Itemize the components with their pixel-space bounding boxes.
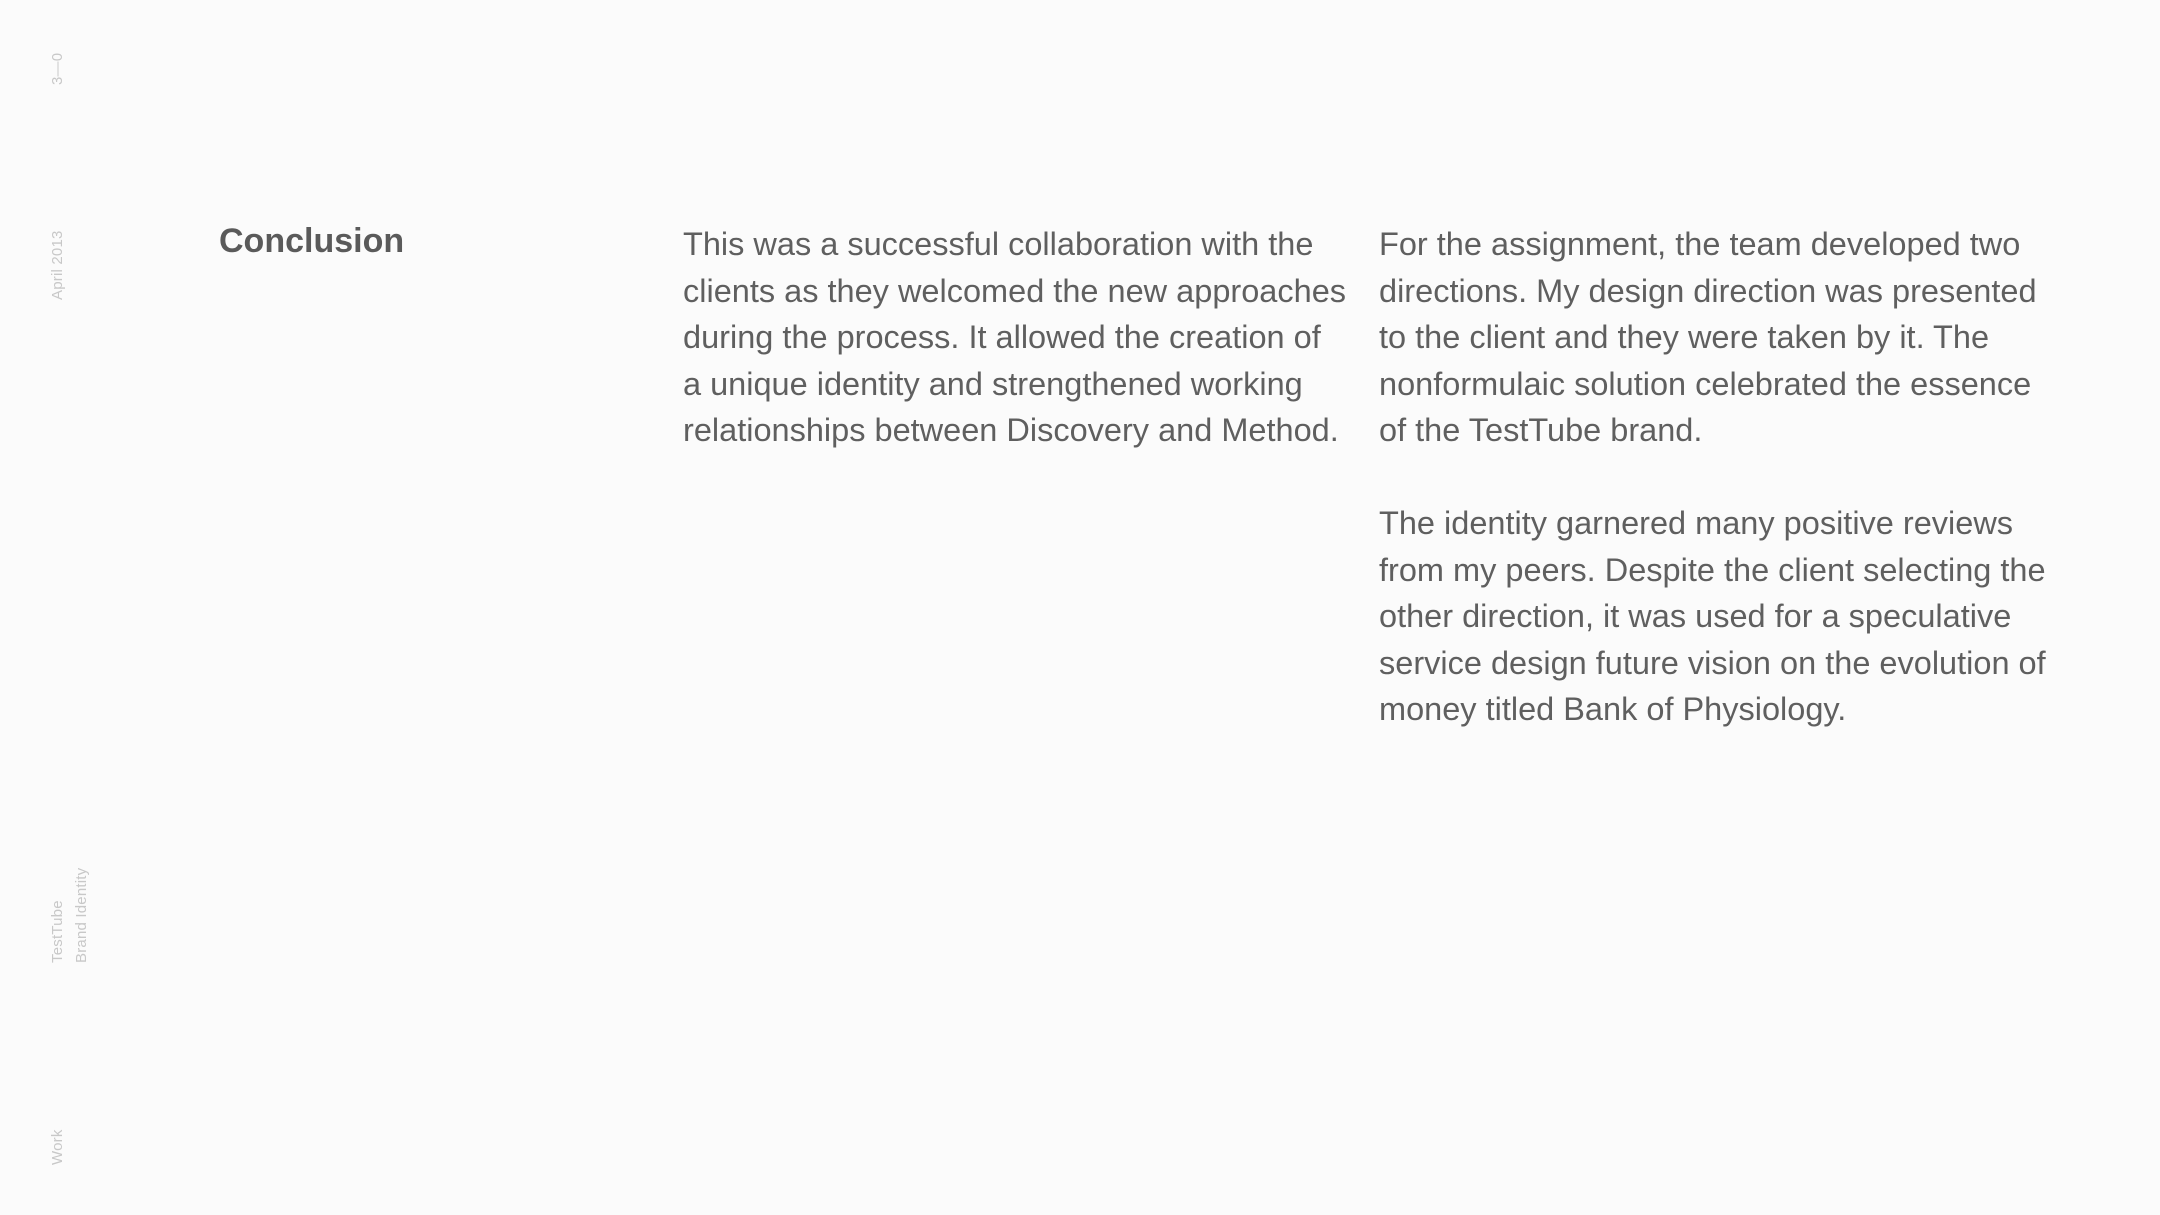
project-date: April 2013 xyxy=(49,230,66,300)
text-line: nonformulaic solution celebrated the essence xyxy=(1379,365,2032,402)
text-line: clients as they welcomed the new approaches xyxy=(683,272,1347,309)
text-line: service design future vision on the evolution of xyxy=(1379,644,2046,681)
project-name[interactable]: TestTube xyxy=(49,900,66,963)
text-line: from my peers. Despite the client selecting the xyxy=(1379,551,2046,588)
text-line: For the assignment, the team developed two xyxy=(1379,226,2021,262)
text-line: money titled Bank of Physiology. xyxy=(1379,691,1847,727)
text-line: to the client and they were taken by it. The xyxy=(1379,319,1990,355)
body-column-left xyxy=(683,221,1383,500)
text-line: The identity garnered many positive reviews xyxy=(1379,505,2014,541)
project-type: Brand Identity xyxy=(73,867,90,963)
section-title: Conclusion xyxy=(219,222,405,260)
text-line: a unique identity and strengthened working xyxy=(683,365,1303,402)
page-number: 3—0 xyxy=(49,52,66,85)
nav-link-work[interactable]: Work xyxy=(49,1129,66,1165)
text-line: directions. My design direction was presented xyxy=(1379,272,2037,309)
body-column-right xyxy=(1379,221,2079,779)
text-line: This was a successful collaboration with the xyxy=(683,226,1314,262)
text-line: relationships between Discovery and Method. xyxy=(683,412,1339,448)
text-line: of the TestTube brand. xyxy=(1379,412,1703,448)
paragraph xyxy=(1379,221,2079,454)
text-line: during the process. It allowed the creation of xyxy=(683,319,1321,355)
paragraph xyxy=(683,221,1383,454)
text-line: other direction, it was used for a speculative xyxy=(1379,598,2012,634)
paragraph xyxy=(1379,500,2079,733)
